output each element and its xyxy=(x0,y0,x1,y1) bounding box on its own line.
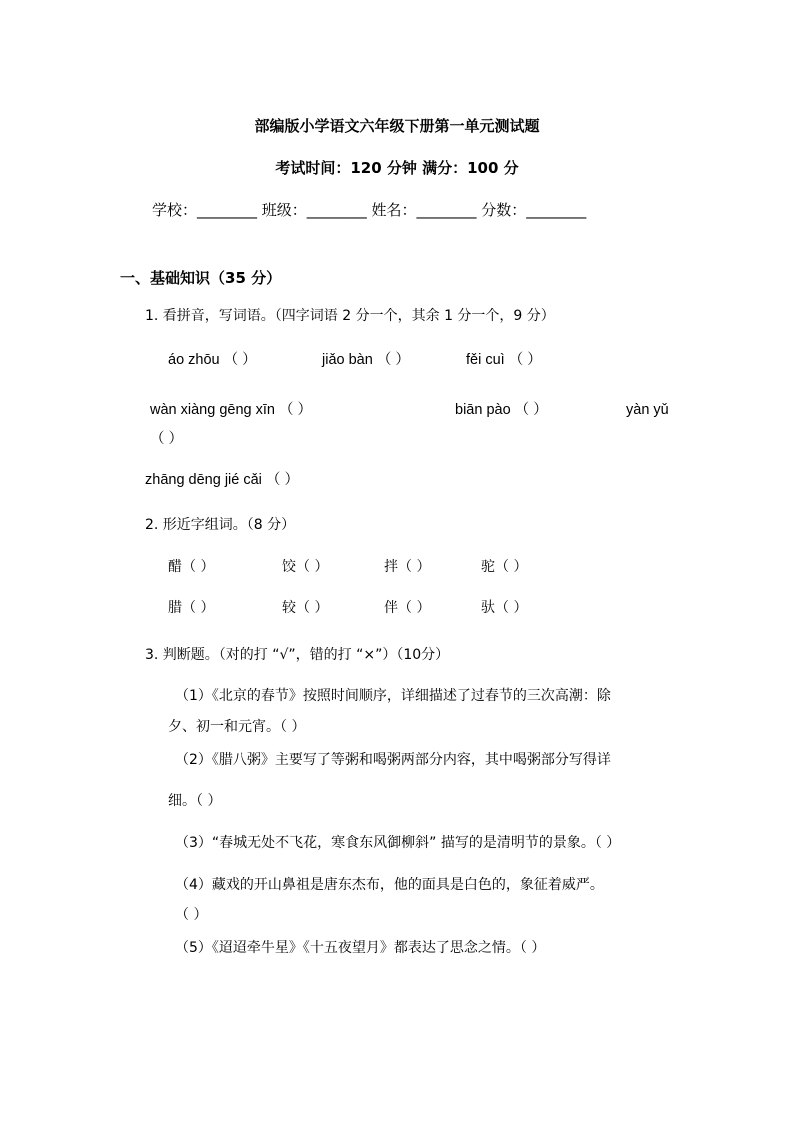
pinyin-item: jiǎo bàn （ ） xyxy=(322,352,410,368)
char-item: 较（ ） xyxy=(282,600,329,616)
judgment-item: 夕、初一和元宵。（ ） xyxy=(168,719,306,735)
judgment-item: 细。（ ） xyxy=(168,793,222,809)
page-title: 部编版小学语文六年级下册第一单元测试题 xyxy=(254,117,540,135)
pinyin-item: fěi cuì （ ） xyxy=(466,352,542,368)
char-item: 腊（ ） xyxy=(168,600,215,616)
pinyin-item: zhāng dēng jié cǎi （ ） xyxy=(145,472,299,488)
pinyin-item: wàn xiàng gēng xīn （ ） xyxy=(150,402,313,418)
question-2-prompt: 2. 形近字组词。（8 分） xyxy=(145,517,296,533)
judgment-item: （3）“春城无处不飞花，寒食东风御柳斜” 描写的是清明节的景象。（ ） xyxy=(175,835,621,851)
student-info: 学校：________ 班级：________ 姓名：________ 分数：________ xyxy=(152,201,587,219)
char-item: 伴（ ） xyxy=(384,600,431,616)
char-item: 驼（ ） xyxy=(481,559,528,575)
question-1-prompt: 1. 看拼音，写词语。（四字词语 2 分一个，其余 1 分一个，9 分） xyxy=(145,308,555,324)
char-item: 驮（ ） xyxy=(481,600,528,616)
judgment-item: （ ） xyxy=(175,907,208,923)
pinyin-item-bracket: （ ） xyxy=(150,431,184,447)
pinyin-item: biān pào （ ） xyxy=(455,402,548,418)
pinyin-item: yàn yǔ xyxy=(626,402,669,418)
char-item: 拌（ ） xyxy=(384,559,431,575)
judgment-item: （1）《北京的春节》按照时间顺序，详细描述了过春节的三次高潮：除 xyxy=(175,688,611,704)
pinyin-item: áo zhōu （ ） xyxy=(168,352,257,368)
section-heading: 一、基础知识（35 分） xyxy=(120,269,282,287)
question-3-prompt: 3. 判断题。（对的打 “√”，错的打 “×”）（10分） xyxy=(145,647,450,663)
judgment-item: （4）藏戏的开山鼻祖是唐东杰布，他的面具是白色的，象征着威严。 xyxy=(175,877,604,893)
exam-info: 考试时间：120 分钟 满分：100 分 xyxy=(275,159,519,177)
judgment-item: （2）《腊八粥》主要写了等粥和喝粥两部分内容，其中喝粥部分写得详 xyxy=(175,752,611,768)
char-item: 饺（ ） xyxy=(282,559,329,575)
judgment-item: （5）《迢迢牵牛星》《十五夜望月》都表达了思念之情。（ ） xyxy=(175,940,546,956)
char-item: 醋（ ） xyxy=(168,559,215,575)
